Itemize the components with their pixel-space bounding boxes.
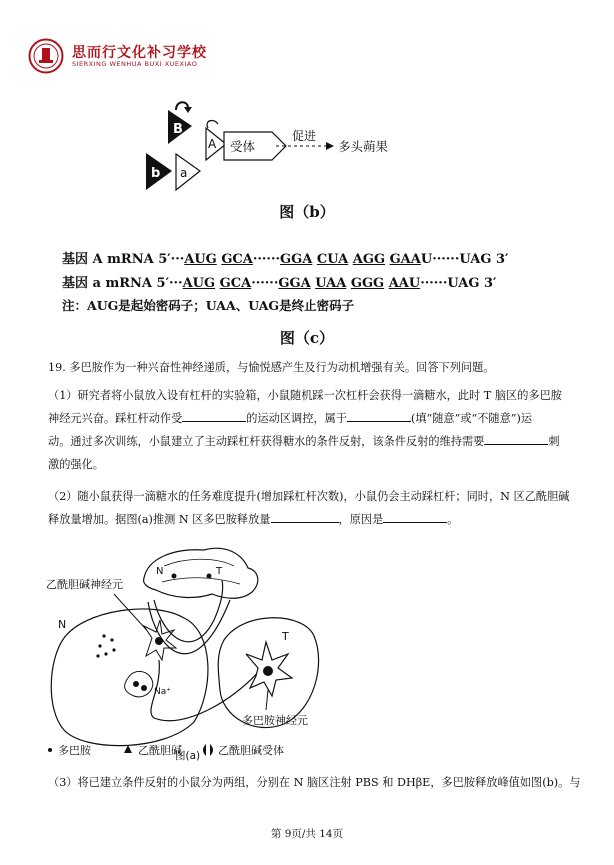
legend-ach: 乙酰胆碱 [138,744,182,757]
codon-note: 注：AUG是起始密码子；UAA、UAG是终止密码子 [62,298,355,313]
figure-a-diagram [44,540,374,762]
gene-A-mrna: 基因 A mRNA 5′···AUG GCA······GGA CUA AGG GAAU······UAG 3′ [62,252,509,267]
school-name-en: SIERXING WENHUA BUXI XUEXIAO [72,60,198,68]
figure-c-caption: 图（c） [279,329,335,347]
label-da-neuron: 多巴胺神经元 [242,714,308,727]
arrow-head-icon [326,142,334,150]
page-footer: 第 9页/共 14页 [270,828,344,840]
label-T-top: T [216,566,223,577]
label-A: A [208,137,217,151]
legend-receptor-icon [203,744,213,756]
label-N-top: N [156,566,164,577]
gene-a-mrna: 基因 a mRNA 5′···AUG GCA······GGA UAA GGG AAU······UAG 3′ [62,276,497,291]
figure-b-caption: 图（b） [279,203,335,221]
label-N-region: N [58,618,67,631]
q19-p1-line4: 激的强化。 [48,458,104,471]
label-receptor: 受体 [230,139,256,154]
q19-p2-line1: （2）随小鼠获得一滴糖水的任务难度提升(增加踩杠杆次数)，小鼠仍会主动踩杠杆；同时，N 区乙酰胆碱 [48,490,570,503]
blank-4[interactable] [271,510,339,523]
label-b: b [151,166,161,181]
label-a: a [180,166,188,180]
blank-3[interactable] [484,432,548,445]
legend-ach-icon [124,745,132,753]
label-result: 多头蒴果 [338,139,389,154]
label-promote: 促进 [292,129,317,143]
label-B: B [173,122,183,137]
q19-p1-line1: （1）研究者将小鼠放入设有杠杆的实验箱，小鼠随机踩一次杠杆会获得一滴糖水，此时 T 脑区的多巴胺 [48,389,562,402]
q19-intro: 19. 多巴胺作为一种兴奋性神经递质，与愉悦感产生及行为动机增强有关。回答下列问题。 [48,361,495,374]
school-logo [28,38,64,74]
blank-5[interactable] [383,510,447,523]
label-ach-neuron: 乙酰胆碱神经元 [46,578,123,591]
label-na: Na⁺ [154,687,171,697]
legend-dopamine-icon [48,748,52,752]
label-T-region: T [282,630,289,643]
blank-1[interactable] [182,409,246,422]
figure-a-caption: 图(a) [175,750,201,762]
q19-p1-line3: 动。通过多次训练，小鼠建立了主动踩杠杆获得糖水的条件反射，该条件反射的维持需要 刺 [48,431,568,453]
q19-p1-line2: 神经元兴奋。踩杠杆动作受 的运动区调控，属于 (填“随意”或“不随意”)运 [48,408,568,430]
legend-receptor: 乙酰胆碱受体 [218,744,284,757]
q19-p2-line2: 释放量增加。据图(a)推测 N 区多巴胺释放量 ，原因是 。 [48,509,568,531]
blank-2[interactable] [347,409,411,422]
q19-p3-line1: （3）将已建立条件反射的小鼠分为两组，分别在 N 脑区注射 PBS 和 DHβE，多巴胺释放峰值如图(b)。与 [48,776,581,789]
school-name: 思而行文化补习学校 [72,45,207,61]
figure-b-diagram [140,98,400,193]
legend-dopamine: 多巴胺 [58,744,91,757]
